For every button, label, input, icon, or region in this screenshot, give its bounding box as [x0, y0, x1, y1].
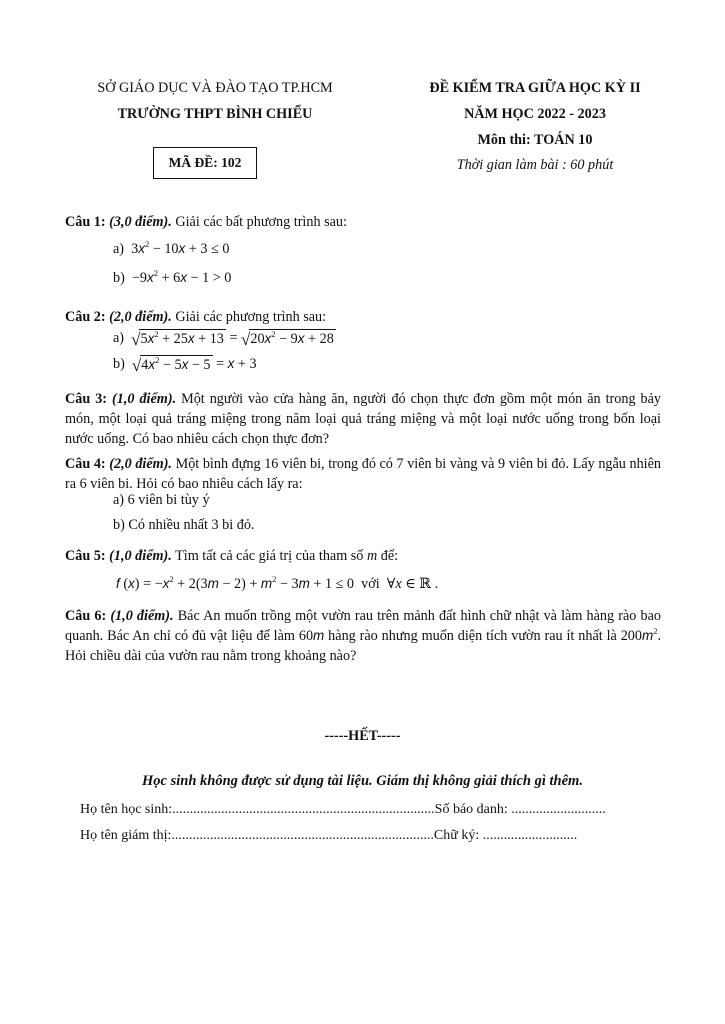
- q2-points: (2,0 điểm).: [109, 309, 172, 325]
- q3-label: Câu 3:: [65, 391, 108, 407]
- question-2: [65, 307, 661, 327]
- q4-part-a: a) 6 viên bi tùy ý: [113, 492, 210, 508]
- q2-part-a: a) √ $5x^2 + 25x + 13$ = √ $20x^2 - 9x + 28$: [113, 329, 334, 349]
- school-name: TRƯỜNG THPT BÌNH CHIỂU: [117, 106, 313, 122]
- q5-text-post: để:: [380, 548, 399, 564]
- q4-part-b: b) Có nhiều nhất 3 bi đỏ.: [113, 517, 255, 533]
- q5-param: m: [366, 548, 378, 564]
- school-year: NĂM HỌC 2022 - 2023: [464, 106, 606, 122]
- proctor-info-line: [80, 828, 577, 844]
- signature-label: Chữ ký:: [433, 828, 480, 843]
- q6-points: (1,0 điểm).: [110, 608, 174, 624]
- q5-formula: f $(x) = -x^2 + 2(3m - 2) + m^2 - 3m + 1 \le 0$ với ∀x ∈ ℝ .: [116, 574, 439, 592]
- proctor-name-label: Họ tên giám thị:: [80, 828, 172, 843]
- student-name-dots: ...........................................................................: [172, 802, 435, 817]
- end-marker: -----HẾT-----: [324, 728, 401, 744]
- exam-code-box: MÃ ĐỀ: 102: [153, 147, 257, 179]
- q4-text: Một bình đựng 16 viên bi, trong đó có 7 viên bi vàng và 9 viên bi đỏ. Lấy ngẫu nhiên ra 6 viên bi. Hỏi có bao nhiêu cách lấy ra:: [65, 456, 662, 492]
- question-5: [65, 546, 661, 566]
- q4-points: (2,0 điểm).: [109, 456, 172, 472]
- exam-duration: Thời gian làm bài : 60 phút: [456, 157, 614, 173]
- q6-text-3: . Hỏi chiều dài của vườn rau nằm trong khoảng nào?: [65, 628, 662, 664]
- q6-text-2: hàng rào nhưng muốn diện tích vườn rau ít nhất là: [328, 628, 617, 644]
- exam-note: Học sinh không được sử dụng tài liệu. Giám thị không giải thích gì thêm.: [142, 773, 583, 789]
- candidate-number-label: Số báo danh:: [434, 802, 508, 817]
- q2-label: Câu 2:: [65, 309, 106, 325]
- q5-points: (1,0 điểm).: [109, 548, 172, 564]
- q2-part-b: b) √ $4x^2 - 5x - 5$ = x + 3: [113, 355, 257, 375]
- q1-part-a: a) $3x^2 - 10x + 3 \le 0$: [113, 239, 230, 257]
- q1-label: Câu 1:: [65, 214, 106, 230]
- q5-label: Câu 5:: [65, 548, 106, 564]
- question-6: Câu 6: (1,0 điểm). Bác An muốn trồng một vườn rau trên mảnh đất hình chữ nhật và làm hàng rào bao quanh. Bác An chỉ có đủ vật liệu để làm 60m hàng rào nhưng muốn diện tích vườn rau ít nhất là $200m^2$. Hỏi chiều dài của vườn rau nằm trong khoảng nào?: [65, 608, 662, 664]
- q1-text: Giải các bất phương trình sau:: [175, 214, 347, 230]
- q3-points: (1,0 điểm).: [112, 391, 177, 407]
- student-info-line: [80, 802, 606, 818]
- department-name: SỞ GIÁO DỤC VÀ ĐÀO TẠO TP.HCM: [97, 80, 333, 96]
- q6-label: Câu 6:: [65, 608, 107, 624]
- q1-part-b: $b) -9x^2 + 6x - 1 > 0$: [113, 268, 232, 286]
- q3-text: Một người vào cửa hàng ăn, người đó chọn thực đơn gồm một món ăn trong bảy món, một loại quả tráng miệng trong năm loại quả tráng miệng và một loại nước uống trong bốn loại nước uống. Có bao nhiêu cách chọn thực đơn?: [65, 391, 662, 447]
- student-name-label: Họ tên học sinh:: [80, 802, 173, 817]
- signature-dots: ...........................: [482, 828, 578, 843]
- q5-text-pre: Tìm tất cả các giá trị của tham số: [175, 548, 364, 564]
- proctor-name-dots: ...........................................................................: [171, 828, 434, 843]
- q6-text-1: Bác An muốn trồng một vườn rau trên mảnh đất hình chữ nhật và làm hàng rào bao quanh. Bác An chỉ có đủ vật liệu để làm: [65, 608, 661, 644]
- q4-label: Câu 4:: [65, 456, 106, 472]
- q1-points: (3,0 điểm).: [109, 214, 172, 230]
- q2-text: Giải các phương trình sau:: [175, 309, 327, 325]
- question-4: [65, 454, 661, 494]
- candidate-number-dots: ...........................: [511, 802, 606, 817]
- question-3: [65, 389, 661, 449]
- exam-title: ĐỀ KIỂM TRA GIỮA HỌC KỲ II: [429, 80, 641, 96]
- exam-subject: Môn thi: TOÁN 10: [477, 132, 593, 148]
- question-1: [65, 212, 661, 232]
